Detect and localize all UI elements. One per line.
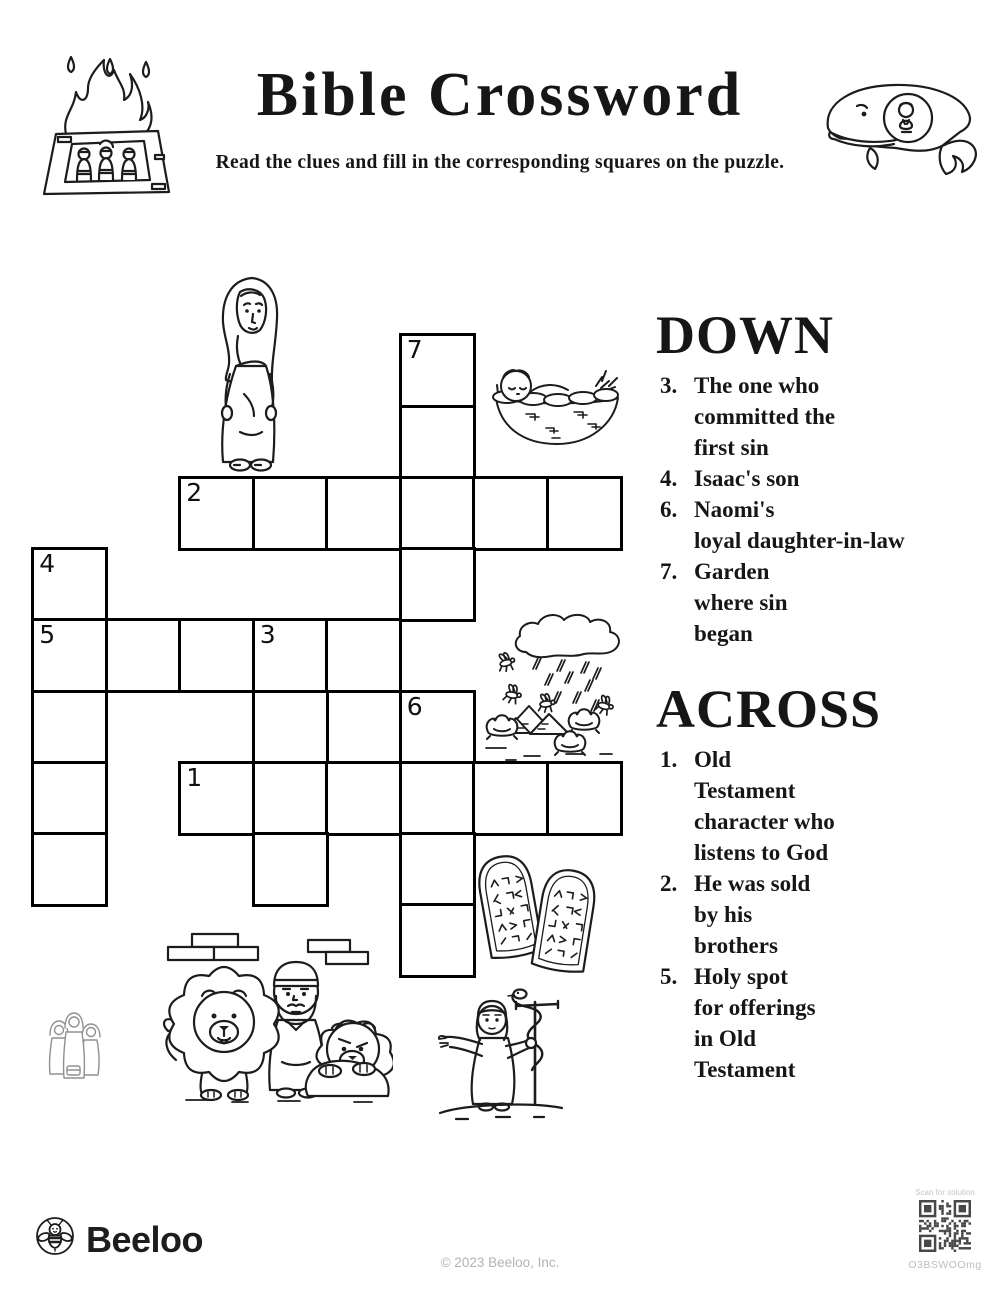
crossword-cell[interactable]: [399, 547, 476, 622]
page-subtitle: Read the clues and fill in the corresponding squares on the puzzle.: [215, 152, 785, 173]
clue-item: 1. Old Testament character who listens to God: [656, 744, 986, 868]
crossword-cell[interactable]: [546, 476, 623, 551]
clue-number: 7.: [660, 559, 678, 584]
crowd-illustration: [44, 1008, 104, 1080]
qr-code: [919, 1200, 971, 1252]
copyright-text: © 2023 Beeloo, Inc.: [440, 1255, 560, 1270]
crossword-cell[interactable]: [252, 690, 329, 765]
crossword-cell[interactable]: [31, 761, 108, 836]
crossword-cell[interactable]: [105, 618, 182, 693]
down-section-title: DOWN: [656, 305, 834, 365]
qr-label: Scan for solution: [915, 1188, 975, 1197]
crossword-cell[interactable]: [399, 832, 476, 907]
crossword-cell[interactable]: [31, 618, 108, 693]
clue-number: 5.: [660, 964, 678, 989]
bronze-serpent-illustration: [436, 982, 566, 1124]
crossword-cell[interactable]: [252, 476, 329, 551]
across-section-title: ACROSS: [656, 679, 882, 739]
fiery-furnace-illustration: [34, 40, 180, 202]
jonah-whale-illustration: [812, 76, 992, 176]
clue-number: 6.: [660, 497, 678, 522]
crossword-cell[interactable]: [31, 547, 108, 622]
crossword-cell[interactable]: [399, 690, 476, 765]
daniel-lions-illustration: [158, 932, 393, 1104]
crossword-cell[interactable]: [178, 476, 255, 551]
woman-illustration: [210, 274, 290, 474]
crossword-cell[interactable]: [399, 333, 476, 408]
clue-item: 4. Isaac's son: [656, 463, 986, 494]
clue-item: 2. He was sold by his brothers: [656, 868, 986, 961]
crossword-cell[interactable]: [252, 618, 329, 693]
clue-number: 1.: [660, 747, 678, 772]
cell-number: 4: [39, 549, 56, 578]
cell-number: 5: [39, 620, 56, 650]
clue-number: 2.: [660, 871, 678, 896]
cell-number: 7: [406, 335, 423, 365]
cell-number: 6: [406, 691, 423, 721]
crossword-cell[interactable]: [546, 761, 623, 836]
ten-commandments-illustration: [477, 838, 612, 988]
crossword-cell[interactable]: [399, 405, 476, 480]
crossword-cell[interactable]: [325, 761, 402, 836]
across-clue-list: [656, 744, 986, 1085]
crossword-cell[interactable]: [31, 832, 108, 907]
crossword-cell[interactable]: [325, 618, 402, 693]
crossword-cell[interactable]: [325, 476, 402, 551]
clue-number: 3.: [660, 373, 678, 398]
crossword-cell[interactable]: [31, 690, 108, 765]
clue-item: 6. Naomi's loyal daughter-in-law: [656, 494, 986, 556]
brand-name: Beeloo: [86, 1219, 204, 1260]
crossword-cell[interactable]: [399, 761, 476, 836]
cell-number: 3: [259, 620, 276, 650]
page-title: Bible Crossword: [256, 61, 744, 129]
crossword-cell[interactable]: [472, 761, 549, 836]
crossword-cell[interactable]: [178, 761, 255, 836]
crossword-cell[interactable]: [252, 761, 329, 836]
plagues-illustration: [472, 612, 647, 762]
crossword-cell[interactable]: [178, 618, 255, 693]
clue-item: 3. The one who committed the first sin: [656, 370, 986, 463]
cell-number: 1: [186, 762, 203, 792]
crossword-cell[interactable]: [472, 476, 549, 551]
beeloo-bee-logo-icon: [35, 1216, 75, 1256]
crossword-cell[interactable]: [252, 832, 329, 907]
clue-item: 5. Holy spot for offerings in Old Testament: [656, 961, 986, 1085]
clue-item: 7. Garden where sin began: [656, 556, 986, 649]
baby-moses-basket-illustration: [490, 368, 625, 453]
cell-number: 2: [186, 477, 203, 507]
clue-number: 4.: [660, 466, 678, 491]
qr-code-text: O3BSWOOmg: [908, 1259, 982, 1271]
down-clue-list: [656, 370, 986, 649]
crossword-cell[interactable]: [399, 903, 476, 978]
crossword-cell[interactable]: [399, 476, 476, 551]
